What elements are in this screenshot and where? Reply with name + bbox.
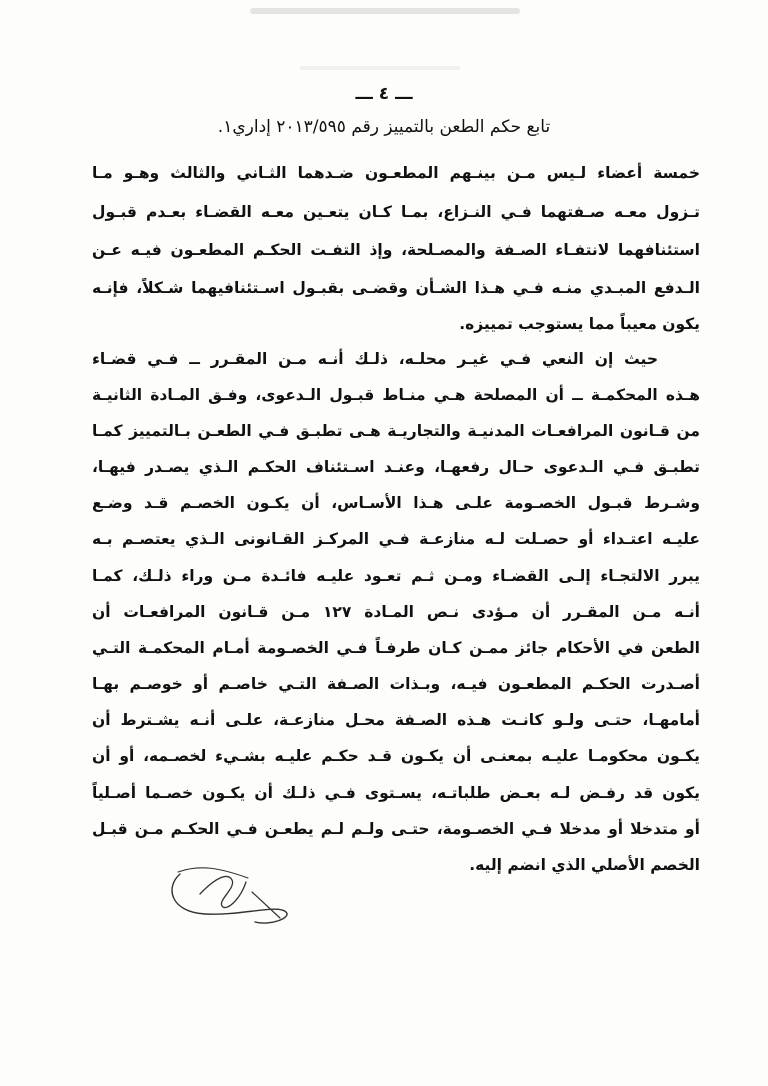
paragraph-2-line: الطعن في الأحكام جائز ممـن كـان طرفـاً فـي الخصـومة أمـام المحكمـة التـي	[92, 639, 700, 657]
paragraph-2-line: عليـه اعتـداء أو حصـلت لـه منازعـة فـي المركـز القـانونى الـذي يعتصـم بـه	[92, 530, 700, 548]
paragraph-1-line: يكون معيباً مما يستوجب تمييزه.	[459, 315, 700, 333]
paragraph-1-line: استئنافهما لانتفـاء الصـفة والمصـلحة، وإذ التفـت الحكـم المطعـون فيـه عـن	[92, 241, 700, 259]
paragraph-2-line: أصـدرت الحكـم المطعـون فيـه، وبـذات الصـفة التـي خاصـم أو خوصـم بهـا	[92, 675, 700, 693]
paragraph-2-line: هـذه المحكمـة ــ أن المصلحة هـي منـاط قبـول الـدعوى، وفـق المـادة الثانيـة	[92, 386, 700, 404]
paragraph-1-line: خمسة أعضاء لـيس مـن بينـهم المطعـون ضـدهما الثـاني والثالث وهـو مـا	[92, 164, 700, 182]
document-subtitle: تابع حكم الطعن بالتمييز رقم ٢٠١٣/٥٩٥ إداري١.	[217, 117, 551, 137]
paragraph-2-line: تطبـق فـي الـدعوى حـال رفعهـا، وعنـد اسـتئناف الحكـم الـذي يصـدر فيهـا،	[92, 458, 700, 476]
paragraph-2-line: يبرر الالتجـاء إلـى القضـاء ومـن ثـم تعـود عليـه فائـدة مـن وراء ذلـك، كمـا	[92, 567, 700, 585]
paragraph-2-line: من قـانون المرافعـات المدنيـة والتجاريـة هـى تطبـق فـي الطعـن بـالتمييز كمـا	[92, 422, 700, 440]
paragraph-2-line: أو متدخلا أو مدخلا فـي الخصـومة، حتـى ولـم لـم يطعـن فـي الحكـم مـن قبـل	[92, 820, 700, 838]
page-number: ـــ ٤ ـــ	[355, 84, 413, 104]
paragraph-2-line: الخصم الأصلي الذي انضم إليه.	[469, 856, 700, 874]
paragraph-1-line: الـدفع المبـدي منـه فـي هـذا الشـأن وقضـى بقبـول اسـتئنافيهما شـكلاً، فإنـه	[92, 279, 700, 297]
paragraph-2-line: أنـه مـن المقـرر أن مـؤدى نـص المـادة ١٢٧ مـن قـانون المرافعـات أن	[92, 603, 700, 621]
scan-artifact	[250, 8, 520, 14]
paragraph-2-line: أمامهـا، حتـى ولـو كانـت هـذه الصـفة محـل منازعـة، علـى أنـه يشـترط أن	[92, 711, 700, 729]
paragraph-2-line: يكون قد رفـض لـه بعـض طلباتـه، يسـتوى فـي ذلـك أن يكـون خصـما أصـلياً	[92, 784, 700, 802]
paragraph-1-line: تـزول معـه صـفتهما فـي النـزاع، بمـا كـان يتعـين معـه القضـاء بعـدم قبـول	[92, 203, 700, 221]
scan-artifact	[300, 66, 460, 70]
paragraph-2-line: حيث إن النعي فـي غيـر محلـه، ذلـك أنـه مـن المقـرر ــ فـي قضـاء	[92, 350, 658, 368]
paragraph-2-line: يكـون محكومـا عليـه بمعنـى أن يكـون قـد حكـم عليـه بشـيء لخصـمه، أو أن	[92, 747, 700, 765]
signature-mark	[160, 842, 300, 932]
paragraph-2-line: وشـرط قبـول الخصـومة علـى هـذا الأسـاس، أن يكـون الخصـم قـد وضـع	[92, 494, 700, 512]
